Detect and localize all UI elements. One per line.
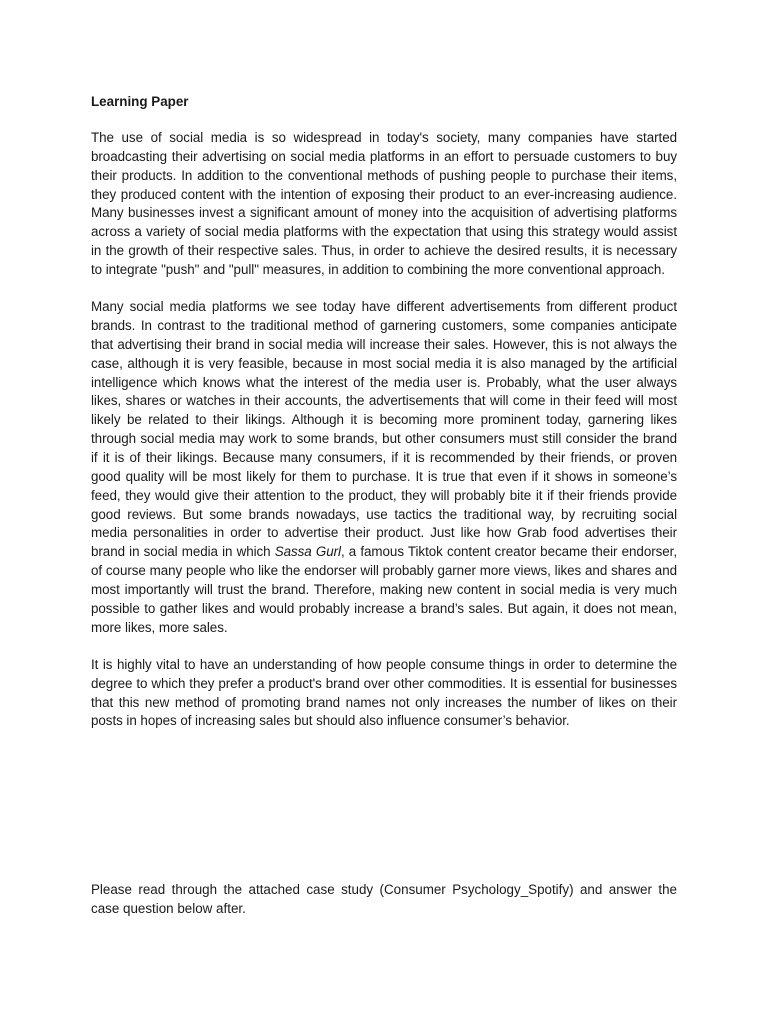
document-body (91, 92, 677, 750)
paragraph-2 (91, 298, 677, 637)
paragraph-3: It is highly vital to have an understanding of how people consume things in order to determine the degree to which they prefer a product's brand over other commodities. It is essential for businesses that this new method of promoting brand names not only increases the number of likes on their posts in hopes of increasing sales but should also influence consumer’s behavior. (91, 656, 677, 729)
paragraph-1: The use of social media is so widespread in today's society, many companies have started broadcasting their advertising on social media platforms in an effort to persuade customers to buy their products. In addition to the conventional methods of pushing people to purchase their items, they produced content with the intention of exposing their product to an ever-increasing audience. Many businesses invest a significant amount of money into the acquisition of advertising platforms across a variety of social media platforms with the expectation that using this strategy would assist in the growth of their respective sales. Thus, in order to achieve the desired results, it is necessary to integrate "push" and "pull" measures, in addition to combining the more conventional approach. (91, 130, 677, 277)
paragraph-2-text-start: Many social media platforms we see today have different advertisements from different product brands. In contrast to the traditional method of garnering customers, some companies anticipate that advertising their brand in social media will increase their sales. However, this is not always the case, although it is very feasible, because in most social media it is also managed by the artificial intelligence which knows what the interest of the media user is. Probably, what the user always likes, shares or watches in their accounts, the advertisements that will come in their feed will most likely be related to their likings. Although it is becoming more prominent today, garnering likes through social media may work to some brands, but other consumers must still consider the brand if it is of their likings. Because many consumers, if it is recommended by their friends, or proven good quality will be most likely for them to purchase. It is true that even if it shows in someone’s feed, they would give their attention to the product, they will probably bite it if their friends provide good reviews. But some brands nowadays, use tactics the traditional way, by recruiting social media personalities in order to advertise their product. Just like how Grab food advertises their brand in social media in which (91, 299, 677, 560)
paragraph-2-italic-name: Sassa Gurl (274, 544, 341, 560)
paragraph-2-text-end: , a famous Tiktok content creator became their endorser, of course many people who like the endorser will probably garner more views, likes and shares and most importantly will trust the brand. Therefore, making new content in social media is very much possible to gather likes and would probably increase a brand’s sales. But again, it does not mean, more likes, more sales. (91, 544, 678, 635)
case-study-instruction: Please read through the attached case study (Consumer Psychology_Spotify) and answer the case question below after. (91, 882, 677, 916)
document-title: Learning Paper (91, 94, 189, 109)
